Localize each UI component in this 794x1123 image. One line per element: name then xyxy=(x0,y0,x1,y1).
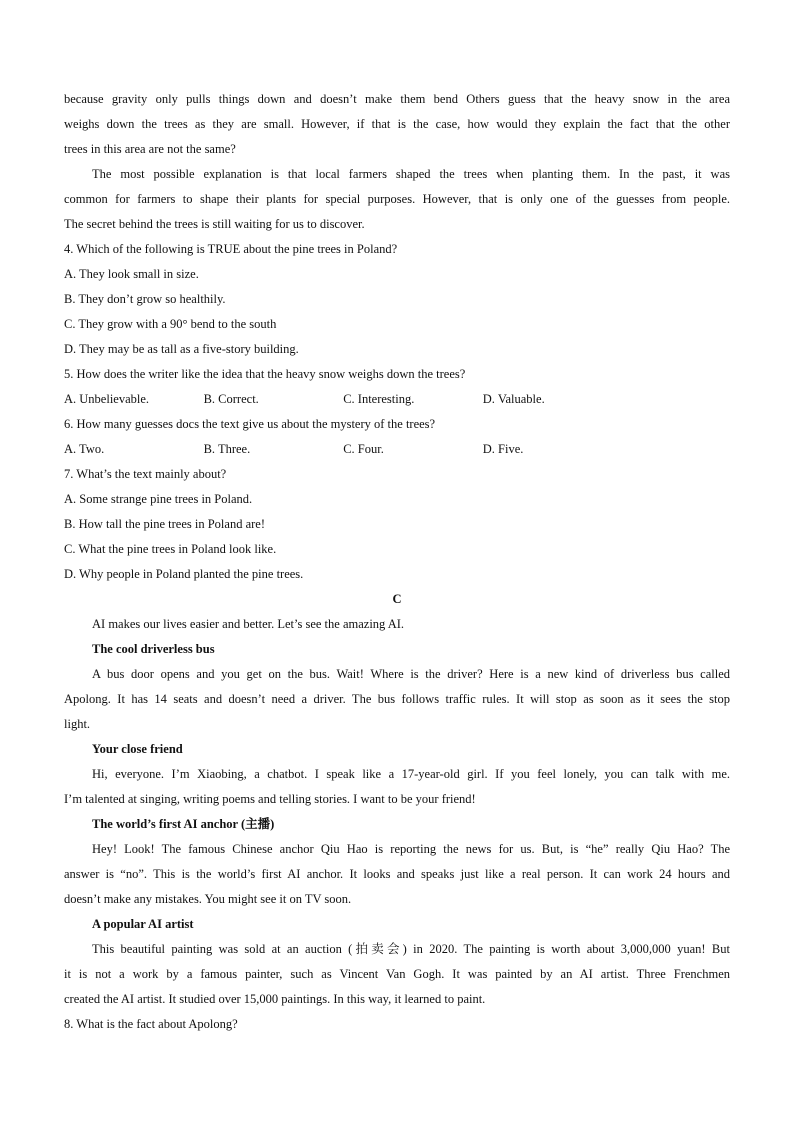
question-7 xyxy=(64,462,730,587)
text-line: I’m talented at singing, writing poems and telling stories. I want to be your friend! xyxy=(64,792,476,806)
question-stem: 7. What’s the text mainly about? xyxy=(64,467,227,481)
option-a: A. Unbelievable. xyxy=(64,392,150,406)
text-line: The most possible explanation is that local farmers shaped the trees when planting them. In the past, it was xyxy=(92,167,730,181)
subsection-title: A popular AI artist xyxy=(92,917,194,931)
option-c: C. What the pine trees in Poland look like. xyxy=(64,542,277,556)
question-stem: 8. What is the fact about Apolong? xyxy=(64,1017,238,1031)
option-d: D. Five. xyxy=(482,442,524,456)
question-5 xyxy=(64,362,730,412)
text-line: it is not a work by a famous painter, such as Vincent Van Gogh. It was painted by an AI artist. Three Frenchmen xyxy=(64,967,730,981)
section-ai-artist xyxy=(64,912,730,1012)
text-line: because gravity only pulls things down and doesn’t make them bend Others guess that the heavy snow in the area xyxy=(64,92,730,106)
option-b: B. How tall the pine trees in Poland are! xyxy=(64,517,265,531)
option-b: B. Three. xyxy=(203,442,251,456)
section-heading: C xyxy=(392,592,402,606)
section-close-friend xyxy=(64,737,730,812)
text-line: Hey! Look! The famous Chinese anchor Qiu Hao is reporting the news for us. But, is “he” really Qiu Hao? The xyxy=(92,842,730,856)
passage-b-paragraph-1 xyxy=(64,87,730,162)
option-a: A. Some strange pine trees in Poland. xyxy=(64,492,253,506)
text-line: created the AI artist. It studied over 15,000 paintings. In this way, it learned to paint. xyxy=(64,992,486,1006)
section-driverless-bus xyxy=(64,637,730,737)
options-row xyxy=(64,437,730,462)
option-a: A. Two. xyxy=(64,442,105,456)
text-line: A bus door opens and you get on the bus. Wait! Where is the driver? Here is a new kind of driverless bus called xyxy=(92,667,730,681)
text-line: trees in this area are not the same? xyxy=(64,142,236,156)
options-row xyxy=(64,387,730,412)
option-c: C. They grow with a 90° bend to the south xyxy=(64,317,277,331)
passage-c-intro: AI makes our lives easier and better. Let’s see the amazing AI. xyxy=(92,617,405,631)
subsection-title: Your close friend xyxy=(92,742,183,756)
text-line: This beautiful painting was sold at an auction (拍卖会) in 2020. The painting is worth about 3,000,000 yuan! But xyxy=(92,942,730,956)
option-c: C. Four. xyxy=(343,442,384,456)
question-stem: 5. How does the writer like the idea that the heavy snow weighs down the trees? xyxy=(64,367,466,381)
question-stem: 6. How many guesses docs the text give us about the mystery of the trees? xyxy=(64,417,436,431)
passage-b-paragraph-2 xyxy=(64,162,730,237)
text-line: weighs down the trees as they are small. However, if that is the case, how would they explain the fact that the other xyxy=(64,117,730,131)
text-line: common for farmers to shape their plants for special purposes. However, that is only one of the guesses from people. xyxy=(64,192,730,206)
subsection-title: The world’s first AI anchor (主播) xyxy=(92,817,275,831)
option-d: D. They may be as tall as a five-story building. xyxy=(64,342,299,356)
question-8 xyxy=(64,1012,730,1037)
option-b: B. They don’t grow so healthily. xyxy=(64,292,226,306)
text-line: Hi, everyone. I’m Xiaobing, a chatbot. I speak like a 17-year-old girl. If you feel lonely, you can talk with me. xyxy=(92,767,730,781)
subsection-title: The cool driverless bus xyxy=(92,642,215,656)
text-line: doesn’t make any mistakes. You might see it on TV soon. xyxy=(64,892,352,906)
option-a: A. They look small in size. xyxy=(64,267,199,281)
option-d: D. Valuable. xyxy=(482,392,545,406)
section-ai-anchor xyxy=(64,812,730,912)
text-line: The secret behind the trees is still waiting for us to discover. xyxy=(64,217,365,231)
text-line: Apolong. It has 14 seats and doesn’t need a driver. The bus follows traffic rules. It will stop as soon as it sees the stop xyxy=(64,692,730,706)
option-c: C. Interesting. xyxy=(343,392,415,406)
question-4 xyxy=(64,237,730,362)
text-line: answer is “no”. This is the world’s first AI anchor. It looks and speaks just like a real person. It can work 24 hours and xyxy=(64,867,730,881)
question-stem: 4. Which of the following is TRUE about the pine trees in Poland? xyxy=(64,242,398,256)
option-d: D. Why people in Poland planted the pine trees. xyxy=(64,567,304,581)
text-line: light. xyxy=(64,717,91,731)
question-6 xyxy=(64,412,730,462)
exam-page xyxy=(64,87,730,1037)
option-b: B. Correct. xyxy=(203,392,259,406)
